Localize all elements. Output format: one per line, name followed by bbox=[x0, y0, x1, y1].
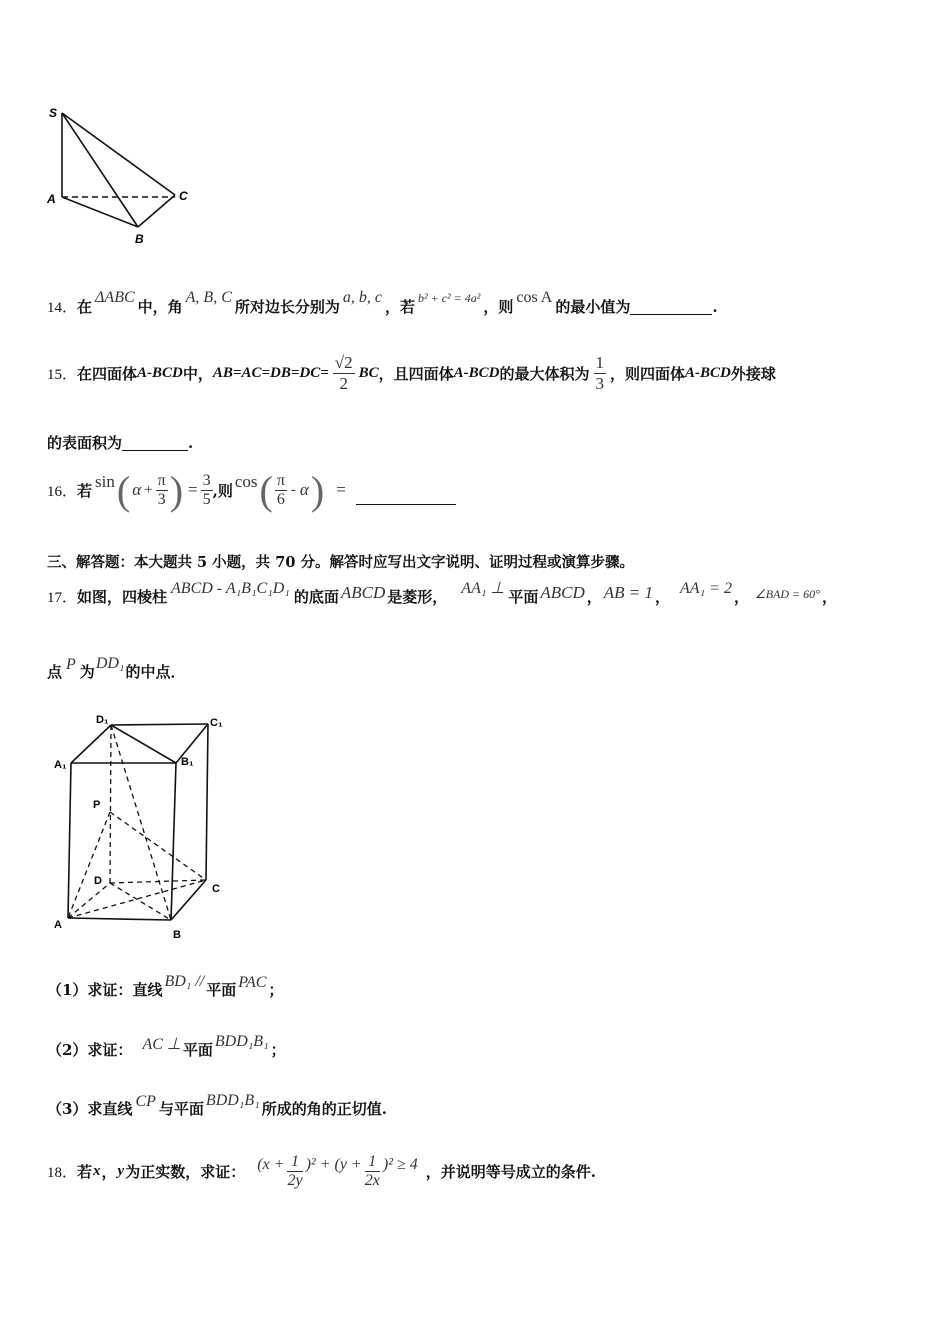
question-17-line2: 点 P 为DD₁的中点． bbox=[47, 655, 186, 681]
question-15: 15． 在四面体 A-BCD 中， AB=AC=DB=DC= $\frac{√2}{2}$ BC ，且四面体 A-BCD 的最大体积为 $\frac{1}{3}$ ，则四面体 A-BCD 外接球 bbox=[47, 352, 776, 393]
fraction-pi-over-3: $\frac{\pi}{3}$ bbox=[157, 471, 166, 508]
label-c: C bbox=[179, 189, 188, 203]
pyramid-figure bbox=[40, 100, 200, 250]
fraction-one-third: $\frac{1}{3}$ bbox=[595, 352, 605, 393]
question-17: 17．如图，四棱柱 ABCD - A₁B₁C₁D₁ 的底面 ABCD 是菱形， AA₁ ⊥ 平面 ABCD ， AB = 1 ， AA₁ = 2 ， $^{\angle BAD = 60^\circ}$ ， bbox=[47, 580, 837, 606]
fraction-pi-over-6: $\frac{\pi}{6}$ bbox=[276, 471, 285, 508]
question-15-line2: 的表面积为 . bbox=[47, 434, 194, 452]
edge-sb bbox=[62, 113, 138, 227]
label-d: D bbox=[94, 875, 102, 887]
label-s: S bbox=[49, 106, 58, 120]
section-3-title: 三、解答题：本大题共 5 小题，共 70 分。解答时应写出文字说明、证明过程或演算步骤。 bbox=[47, 554, 634, 571]
fraction-1-over-2x: $\frac{1}{2x}$ bbox=[364, 1152, 380, 1189]
question-17-part-3: （3）求直线 CP 与平面 BDD₁B₁ 所成的角的正切值. bbox=[47, 1092, 387, 1118]
left-paren-icon: ( bbox=[116, 467, 131, 513]
label-a: A bbox=[47, 192, 56, 206]
question-17-part-2: （2）求证： AC ⊥ 平面 BDD₁B₁ ； bbox=[47, 1033, 286, 1059]
right-paren-icon: ) bbox=[310, 467, 325, 513]
label-p: P bbox=[93, 799, 101, 811]
label-a: A bbox=[54, 919, 62, 931]
question-17-part-1: （1）求证：直线 BD₁ // 平面 PAC ； bbox=[47, 973, 284, 999]
right-paren-icon: ) bbox=[169, 467, 184, 513]
question-16: 16． 若 sin ( α + $\frac{\pi}{3}$ ) = $\frac{3}{5}$ ,则 cos ( $\frac{\pi}{6}$ - α ) = bbox=[47, 463, 456, 517]
label-b1: B₁ bbox=[181, 756, 194, 768]
label-b: B bbox=[135, 232, 144, 246]
edge-ab bbox=[62, 197, 138, 227]
answer-blank-14[interactable] bbox=[630, 300, 712, 315]
label-d1: D₁ bbox=[96, 714, 109, 726]
prism-figure bbox=[48, 708, 238, 943]
fraction-three-fifths: $\frac{3}{5}$ bbox=[202, 471, 211, 508]
label-c: C bbox=[212, 883, 220, 895]
question-18: 18． 若 x ， y 为正实数，求证： (x + $\frac{1}{2y}$ )² + (y + $\frac{1}{2x}$ )² ≥ 4 ，并说明等号成立的条件. bbox=[47, 1152, 596, 1189]
edge-sc bbox=[62, 113, 175, 195]
left-paren-icon: ( bbox=[259, 467, 273, 513]
answer-blank-16[interactable] bbox=[356, 490, 456, 505]
fraction-sqrt2-over-2: $\frac{√2}{2}$ bbox=[334, 352, 353, 393]
fraction-1-over-2y: $\frac{1}{2y}$ bbox=[287, 1152, 303, 1189]
answer-blank-15[interactable] bbox=[122, 436, 188, 451]
label-a1: A₁ bbox=[54, 759, 67, 771]
label-b: B bbox=[173, 929, 181, 941]
label-c1: C₁ bbox=[210, 717, 223, 729]
edge-bc bbox=[138, 195, 175, 227]
question-14: 14．在ΔABC中，角A, B, C所对边长分别为a, b, c，若 $^{b^2 + c^2 = 4a^2}$ ，则cos A的最小值为 . bbox=[47, 289, 718, 316]
